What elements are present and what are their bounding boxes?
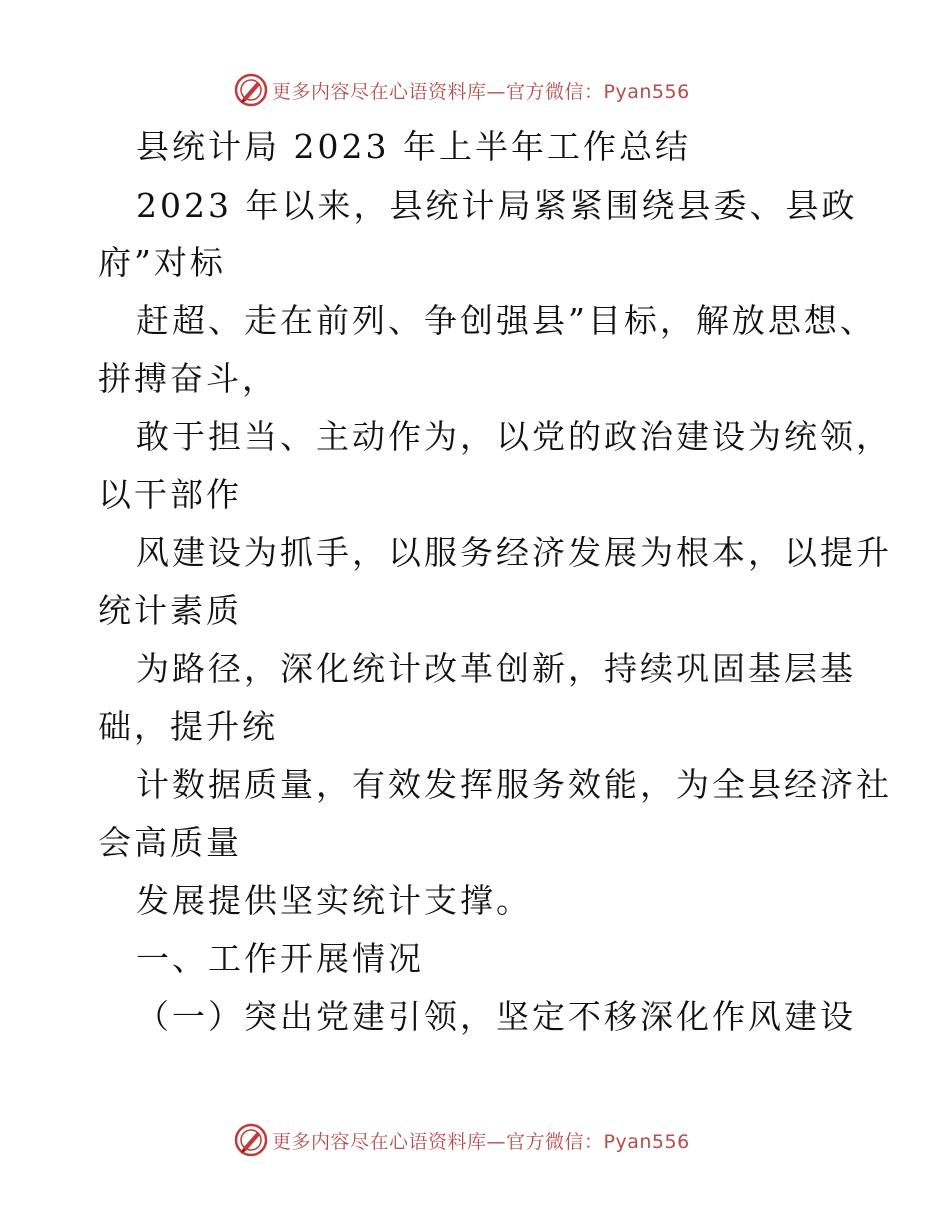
header-watermark [234,72,690,108]
paragraph-line: 础，提升统 [98,707,278,746]
paragraph-line: 为路径，深化统计改革创新，持续巩固基层基 [136,649,856,688]
subsection-heading: （一）突出党建引领，坚定不移深化作风建设 [136,997,856,1036]
paragraph-line: 以干部作 [98,475,242,514]
paragraph-line: 赶超、走在前列、争创强县”目标，解放思想、 [136,301,876,340]
paragraph-line: 敢于担当、主动作为，以党的政治建设为统领， [136,417,892,456]
watermark-text: 更多内容尽在心语资料库—官方微信：Pyan556 [272,80,690,103]
footer-watermark [234,1122,690,1158]
paragraph-line: 拼搏奋斗， [98,359,278,398]
paragraph-line: 计数据质量，有效发挥服务效能，为全县经济社 [136,765,892,804]
pen-seal-icon [234,73,268,107]
paragraph-line: 2023 年以来，县统计局紧紧围绕县委、县政 [136,186,858,225]
paragraph-line: 会高质量 [98,823,242,862]
watermark-text: 更多内容尽在心语资料库—官方微信：Pyan556 [272,1130,690,1153]
section-heading: 一、工作开展情况 [136,939,424,978]
paragraph-line: 风建设为抓手，以服务经济发展为根本，以提升 [136,533,892,572]
paragraph-line: 府”对标 [98,243,226,282]
paragraph-line: 发展提供坚实统计支撑。 [136,881,532,920]
pen-seal-icon [234,1123,268,1157]
paragraph-line: 统计素质 [98,591,242,630]
document-title: 县统计局 2023 年上半年工作总结 [136,127,691,166]
